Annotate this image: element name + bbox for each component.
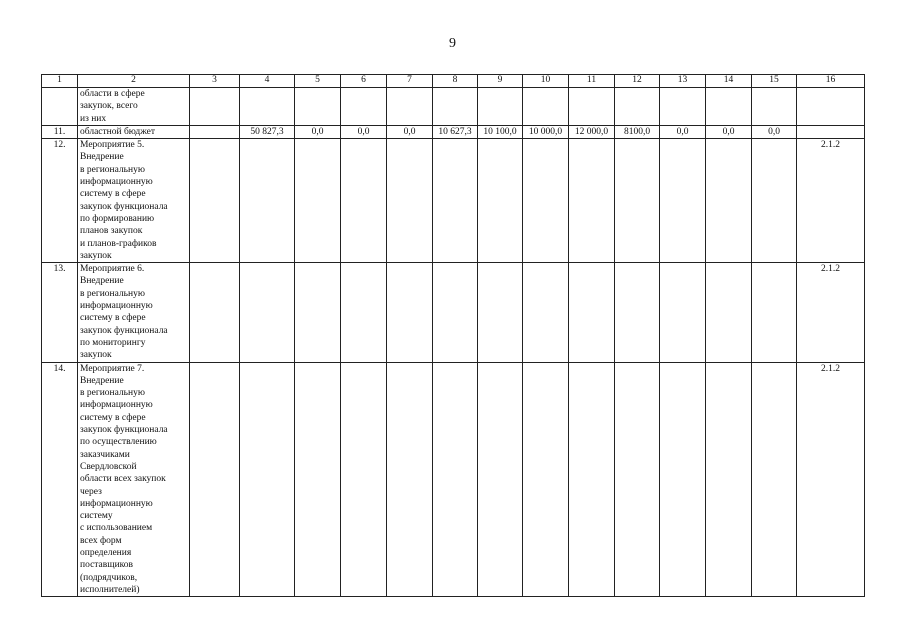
- value-cell: [433, 88, 478, 126]
- row-number-cell-text: 12.: [53, 140, 66, 151]
- row-number-cell: [42, 139, 78, 263]
- column-header: 5: [295, 75, 341, 88]
- row-name-cell: [78, 362, 190, 597]
- value-cell: [190, 125, 240, 138]
- row-name-cell: [78, 139, 190, 263]
- value-cell-text: 0,0: [357, 126, 370, 137]
- value-cell: [387, 88, 433, 126]
- value-cell: [478, 125, 523, 138]
- value-cell: [478, 263, 523, 362]
- value-cell: [295, 362, 341, 597]
- value-cell: [660, 125, 706, 138]
- row-name-cell-text: Мероприятие 7. Внедрение в региональную информационную систему в сфере закупок функционала по осуществлению заказчиками Свердловской области всех закупок через информационную систему с использованием всех форм определения поставщиков (подрядчиков, исполнителей): [80, 363, 168, 595]
- value-cell: [523, 88, 569, 126]
- column-header: 16: [797, 75, 865, 88]
- table-row: [42, 263, 865, 362]
- value-cell: [190, 362, 240, 597]
- value-cell: [387, 362, 433, 597]
- column-header: 15: [752, 75, 797, 88]
- value-cell: [569, 139, 615, 263]
- value-cell: [433, 362, 478, 597]
- value-cell: [523, 362, 569, 597]
- row-number-cell: [42, 125, 78, 138]
- column-header: 13: [660, 75, 706, 88]
- value-cell: [706, 362, 752, 597]
- value-cell: [295, 88, 341, 126]
- value-cell: [387, 263, 433, 362]
- target-code-cell-text: 2.1.2: [821, 264, 840, 275]
- value-cell: [569, 263, 615, 362]
- value-cell: [706, 139, 752, 263]
- value-cell: [752, 263, 797, 362]
- target-code-cell: [797, 139, 865, 263]
- value-cell: [660, 362, 706, 597]
- value-cell: [341, 139, 387, 263]
- column-header: 11: [569, 75, 615, 88]
- target-code-cell-text: 2.1.2: [821, 363, 840, 374]
- value-cell: [752, 125, 797, 138]
- value-cell: [433, 139, 478, 263]
- value-cell: [240, 139, 295, 263]
- value-cell: [615, 362, 660, 597]
- target-code-cell: [797, 263, 865, 362]
- table-row: [42, 362, 865, 597]
- value-cell: [295, 263, 341, 362]
- value-cell: [569, 125, 615, 138]
- value-cell: [341, 125, 387, 138]
- row-name-cell-text: области в сфере закупок, всего из них: [80, 89, 145, 124]
- value-cell-text: 0,0: [311, 126, 324, 137]
- value-cell: [190, 139, 240, 263]
- value-cell: [341, 263, 387, 362]
- value-cell: [190, 88, 240, 126]
- column-header: 14: [706, 75, 752, 88]
- value-cell: [295, 125, 341, 138]
- target-code-cell: [797, 362, 865, 597]
- column-header: 8: [433, 75, 478, 88]
- value-cell: [615, 88, 660, 126]
- value-cell: [240, 362, 295, 597]
- row-number-cell-text: 14.: [53, 363, 66, 374]
- table-row: [42, 125, 865, 138]
- value-cell: [752, 362, 797, 597]
- column-header: 7: [387, 75, 433, 88]
- value-cell-text: 0,0: [403, 126, 416, 137]
- row-name-cell: [78, 125, 190, 138]
- value-cell-text: 10 627,3: [438, 126, 472, 137]
- row-number-cell-text: 13.: [53, 264, 66, 275]
- column-header: 9: [478, 75, 523, 88]
- value-cell: [569, 362, 615, 597]
- value-cell: [240, 125, 295, 138]
- value-cell: [433, 125, 478, 138]
- value-cell-text: 0,0: [676, 126, 689, 137]
- value-cell: [706, 88, 752, 126]
- value-cell: [478, 139, 523, 263]
- row-number-cell: [42, 88, 78, 126]
- value-cell: [387, 139, 433, 263]
- column-header: 6: [341, 75, 387, 88]
- value-cell: [752, 139, 797, 263]
- page-number: 9: [449, 36, 456, 51]
- value-cell-text: 0,0: [768, 126, 780, 137]
- row-name-cell: [78, 263, 190, 362]
- value-cell: [615, 263, 660, 362]
- value-cell: [615, 139, 660, 263]
- value-cell: [752, 88, 797, 126]
- value-cell: [523, 125, 569, 138]
- value-cell: [523, 139, 569, 263]
- value-cell-text: 10 100,0: [483, 126, 517, 137]
- value-cell: [240, 88, 295, 126]
- row-name-cell-text: Мероприятие 5. Внедрение в региональную информационную систему в сфере закупок функционала по формированию планов закупок и планов-графиков закупок: [80, 140, 168, 261]
- column-header: 10: [523, 75, 569, 88]
- value-cell: [615, 125, 660, 138]
- value-cell: [341, 88, 387, 126]
- row-number-cell-text: 11.: [53, 126, 66, 137]
- column-header: 4: [240, 75, 295, 88]
- value-cell: [341, 362, 387, 597]
- row-number-cell: [42, 263, 78, 362]
- value-cell: [190, 263, 240, 362]
- value-cell-text: 12 000,0: [574, 126, 609, 137]
- row-name-cell: [78, 88, 190, 126]
- budget-table: [41, 74, 865, 597]
- column-header: 12: [615, 75, 660, 88]
- table-row: [42, 139, 865, 263]
- value-cell: [387, 125, 433, 138]
- table-row: [42, 88, 865, 126]
- value-cell: [569, 88, 615, 126]
- column-header: 1: [42, 75, 78, 88]
- value-cell: [478, 362, 523, 597]
- value-cell: [706, 263, 752, 362]
- row-name-cell-text: Мероприятие 6. Внедрение в региональную информационную систему в сфере закупок функционала по мониторингу закупок: [80, 264, 168, 361]
- value-cell-text: 0,0: [722, 126, 735, 137]
- target-code-cell-text: 2.1.2: [821, 140, 840, 151]
- row-name-cell-text: областной бюджет: [80, 126, 156, 137]
- value-cell: [240, 263, 295, 362]
- value-cell: [433, 263, 478, 362]
- value-cell-text: 8100,0: [623, 126, 651, 137]
- row-number-cell: [42, 362, 78, 597]
- header-row: [42, 75, 865, 88]
- column-header: 2: [78, 75, 190, 88]
- value-cell: [660, 263, 706, 362]
- value-cell: [523, 263, 569, 362]
- value-cell: [295, 139, 341, 263]
- column-header: 3: [190, 75, 240, 88]
- value-cell: [706, 125, 752, 138]
- value-cell: [660, 88, 706, 126]
- target-code-cell: [797, 88, 865, 126]
- value-cell: [478, 88, 523, 126]
- value-cell-text: 50 827,3: [250, 126, 284, 137]
- value-cell-text: 10 000,0: [528, 126, 563, 137]
- value-cell: [660, 139, 706, 263]
- target-code-cell: [797, 125, 865, 138]
